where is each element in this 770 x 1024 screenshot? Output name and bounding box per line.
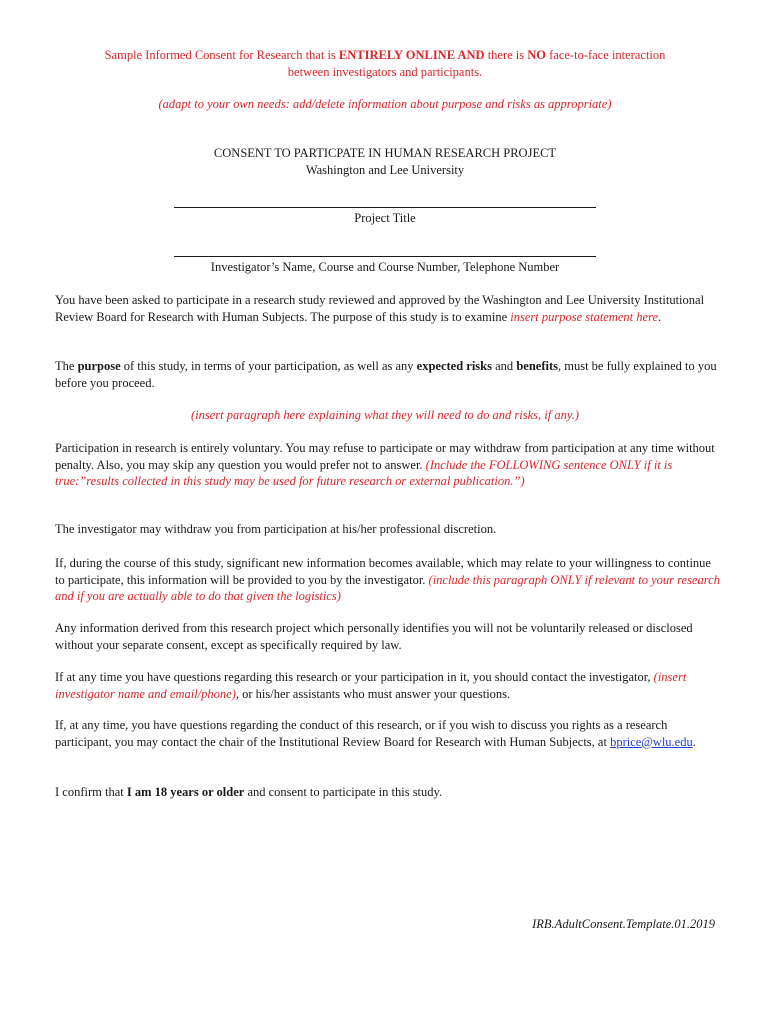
emphasis-benefits: benefits [516,359,558,373]
irb-email-link[interactable]: bprice@wlu.edu [610,734,693,749]
header-emphasis-no: NO [527,48,547,62]
header-line-1 [0,47,770,64]
emphasis-age: I am 18 years or older [126,785,245,799]
paragraph-text: , must be fully explained to you before you proceed. [55,359,717,390]
paragraph-text: The [55,359,78,373]
paragraph-study-intro [55,292,720,325]
paragraph-text: , or his/her assistants who must answer your questions. [235,686,511,701]
placeholder-investigator-contact: (insert investigator name and email/phone) [55,670,687,701]
paragraph-text: If, at any time, you have questions regarding the conduct of this research, or if you wish to discuss you rights as a research participant, you may contact the chair of the Institutional Review Board for Research with Human Subjects, at [55,718,668,749]
header-text: there is [484,48,528,62]
paragraph-confirmation [55,784,720,801]
paragraph-text: of this study, in terms of your participation, as well as any [120,359,417,373]
template-id: IRB.AdultConsent.Template.01.2019 [532,917,715,931]
paragraph-text: If, during the course of this study, significant new information becomes available, which may relate to your willingness to continue to participate, this information will be provided to you by the investigator. [55,556,711,587]
paragraph-irb-contact [55,717,720,750]
emphasis-risks: expected risks [416,359,492,373]
header-text: face-to-face interaction [546,48,666,62]
paragraph-confidentiality: Any information derived from this research project which personally identifies you will not be voluntarily released or disclosed without your separate consent, except as specifically required by law. [55,621,693,652]
header-text: Sample Informed Consent for Research that is [104,48,339,62]
adapt-note: (adapt to your own needs: add/delete information about purpose and risks as appropriate) [158,97,612,111]
emphasis-purpose: purpose [77,359,121,373]
paragraph-withdraw: The investigator may withdraw you from participation at his/her professional discretion. [55,522,497,536]
investigator-label: Investigator’s Name, Course and Course Number, Telephone Number [210,260,560,274]
placeholder-procedures-risks: (insert paragraph here explaining what they will need to do and risks, if any.) [190,408,580,422]
paragraph-purpose [55,358,720,391]
paragraph-text: If at any time you have questions regarding this research or your participation in it, you should contact the investigator, [55,670,654,684]
header-emphasis-online: ENTIRELY ONLINE AND [338,48,485,62]
paragraph-text: You have been asked to participate in a research study reviewed and approved by the Washington and Lee University Institutional Review Board for Research with Human Subjects. The purpose of this study is to examine [55,293,705,324]
university-name: Washington and Lee University [305,163,465,177]
paragraph-text: Participation in research is entirely voluntary. You may refuse to participate or may withdraw from participation at any time without penalty. Also, you may skip any question you would prefer not to answer. [55,441,715,472]
paragraph-voluntary [55,440,720,490]
header-line-2: between investigators and participants. [287,65,483,79]
paragraph-text: . [658,309,662,324]
placeholder-future-use: (Include the FOLLOWING sentence ONLY if it is true:”results collected in this study may be used for future research or external publication.”) [55,457,673,488]
paragraph-new-information [55,555,720,605]
document-title: CONSENT TO PARTICPATE IN HUMAN RESEARCH PROJECT [213,146,557,160]
paragraph-contact-investigator [55,669,720,702]
placeholder-purpose: insert purpose statement here [510,309,659,324]
project-title-label: Project Title [354,211,416,225]
paragraph-text: . [692,734,696,749]
paragraph-text: I confirm that [55,785,127,799]
placeholder-relevance-note: (include this paragraph ONLY if relevant to your research and if you are actually able to do that given the logistics) [55,572,720,603]
paragraph-text: and consent to participate in this study. [244,785,443,799]
paragraph-text: and [492,359,517,373]
